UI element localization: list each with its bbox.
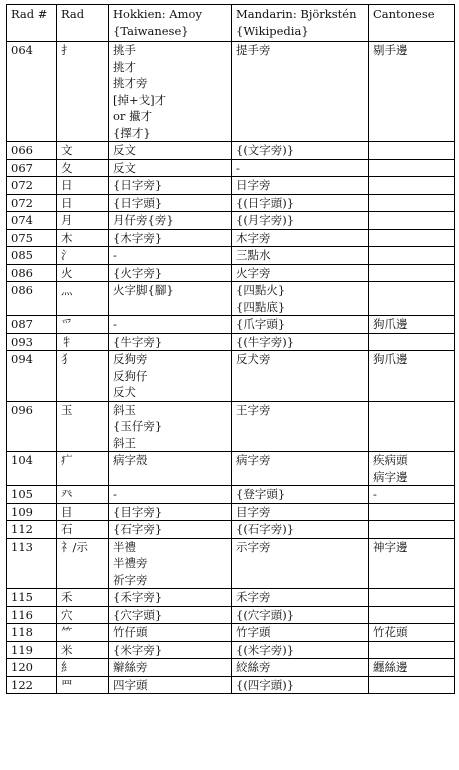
header-mandarin: Mandarin: Björkstén {Wikipedia} — [232, 5, 369, 42]
cell-mandarin-line: 提手旁 — [236, 43, 271, 57]
cell-cantonese-line: 神字邊 — [373, 539, 408, 554]
cell-mandarin — [232, 351, 369, 402]
cell-hokkien-line: - — [113, 487, 117, 501]
cell-cantonese-line: - — [373, 487, 377, 501]
cell-rad-num: 118 — [7, 624, 57, 642]
cell-rad-num: 072 — [7, 194, 57, 212]
cell-mandarin-line: 示字旁 — [236, 539, 271, 554]
cell-radical: 氵 — [57, 247, 109, 265]
cell-hokkien — [109, 282, 232, 316]
cell-hokkien-line: {玉仔旁} — [113, 419, 163, 433]
cell-hokkien-line: 半禮旁 — [113, 556, 148, 570]
cell-mandarin-line: {(石字旁)} — [236, 522, 295, 536]
cell-cantonese — [369, 264, 455, 282]
cell-cantonese — [369, 452, 455, 486]
cell-hokkien-line: [掉+戈]才 — [113, 92, 167, 107]
cell-cantonese-line: 病字邊 — [373, 469, 408, 484]
cell-hokkien-line: 祈字旁 — [113, 572, 148, 587]
cell-radical: 禾 — [57, 589, 109, 607]
cell-radical: 夂 — [57, 159, 109, 177]
cell-radical: 目 — [57, 503, 109, 521]
cell-hokkien-line: 挑才 — [113, 59, 136, 74]
cell-mandarin — [232, 452, 369, 486]
cell-radical: 木 — [57, 229, 109, 247]
table-row — [7, 247, 455, 265]
cell-cantonese — [369, 624, 455, 642]
table-row — [7, 401, 455, 452]
cell-hokkien — [109, 659, 232, 677]
cell-hokkien-line: {木字旁} — [113, 230, 163, 245]
cell-rad-num: 093 — [7, 333, 57, 351]
cell-radical: 玉 — [57, 401, 109, 452]
cell-hokkien — [109, 247, 232, 265]
table-row — [7, 538, 455, 589]
cell-radical: ⺮ — [57, 624, 109, 642]
cell-radical: 日 — [57, 194, 109, 212]
cell-mandarin-line: 木字旁 — [236, 230, 271, 245]
cell-hokkien — [109, 212, 232, 230]
cell-mandarin-line: 反犬旁 — [236, 352, 271, 366]
cell-hokkien — [109, 142, 232, 160]
cell-hokkien-line: 反文 — [113, 143, 136, 157]
cell-radical: 犭 — [57, 351, 109, 402]
cell-hokkien — [109, 333, 232, 351]
cell-hokkien — [109, 159, 232, 177]
cell-mandarin — [232, 194, 369, 212]
cell-rad-num: 072 — [7, 177, 57, 195]
table-row — [7, 282, 455, 316]
table-row — [7, 521, 455, 539]
cell-radical: 火 — [57, 264, 109, 282]
cell-hokkien — [109, 624, 232, 642]
table-row — [7, 503, 455, 521]
cell-rad-num: 109 — [7, 503, 57, 521]
table-row — [7, 659, 455, 677]
cell-mandarin-line: {(四字頭)} — [236, 677, 295, 692]
cell-hokkien — [109, 503, 232, 521]
cell-rad-num: 119 — [7, 641, 57, 659]
cell-hokkien — [109, 521, 232, 539]
cell-mandarin-line: 絞絲旁 — [236, 660, 271, 674]
cell-hokkien-line: 半禮 — [113, 539, 136, 554]
cell-mandarin-line: 火字旁 — [236, 265, 271, 280]
cell-hokkien — [109, 194, 232, 212]
table-row — [7, 229, 455, 247]
cell-mandarin — [232, 142, 369, 160]
cell-hokkien-line: {石字旁} — [113, 522, 163, 536]
table-row — [7, 333, 455, 351]
cell-mandarin — [232, 282, 369, 316]
cell-hokkien — [109, 641, 232, 659]
table-row — [7, 316, 455, 334]
cell-cantonese — [369, 521, 455, 539]
cell-mandarin — [232, 606, 369, 624]
table-row — [7, 264, 455, 282]
cell-rad-num: 104 — [7, 452, 57, 486]
cell-mandarin-line: {爪字頭} — [236, 317, 286, 331]
cell-hokkien-line: {目字旁} — [113, 504, 163, 519]
cell-hokkien-line: 斜王 — [113, 435, 136, 450]
cell-cantonese — [369, 538, 455, 589]
table-row — [7, 351, 455, 402]
cell-mandarin-line: - — [236, 160, 240, 175]
cell-cantonese — [369, 676, 455, 694]
cell-hokkien-line: 反狗旁 — [113, 352, 148, 366]
cell-hokkien-line: 斜玉 — [113, 402, 136, 417]
cell-cantonese — [369, 659, 455, 677]
cell-hokkien-line: {火字旁} — [113, 265, 163, 280]
cell-mandarin-line: 目字旁 — [236, 504, 271, 519]
cell-mandarin — [232, 676, 369, 694]
table-row — [7, 452, 455, 486]
cell-hokkien — [109, 538, 232, 589]
cell-hokkien — [109, 606, 232, 624]
table-row — [7, 177, 455, 195]
cell-cantonese — [369, 142, 455, 160]
cell-mandarin — [232, 521, 369, 539]
cell-radical: 灬 — [57, 282, 109, 316]
cell-hokkien-line: {擇才} — [113, 125, 151, 140]
cell-mandarin-line: {四點底} — [236, 299, 286, 314]
cell-cantonese-line: 剔手邊 — [373, 43, 408, 57]
cell-mandarin-line: {(月字旁)} — [236, 213, 295, 227]
cell-rad-num: 096 — [7, 401, 57, 452]
cell-mandarin-line: {(文字旁)} — [236, 143, 295, 157]
cell-cantonese — [369, 486, 455, 504]
cell-cantonese-line: 疾病頭 — [373, 453, 408, 467]
table-row — [7, 194, 455, 212]
cell-hokkien — [109, 42, 232, 142]
cell-hokkien-line: {穴字頭} — [113, 607, 163, 622]
cell-hokkien — [109, 229, 232, 247]
cell-mandarin — [232, 641, 369, 659]
cell-hokkien — [109, 264, 232, 282]
cell-hokkien — [109, 452, 232, 486]
cell-hokkien — [109, 351, 232, 402]
cell-cantonese — [369, 229, 455, 247]
table-row — [7, 589, 455, 607]
table-row — [7, 486, 455, 504]
cell-radical: 爫 — [57, 316, 109, 334]
cell-radical: 文 — [57, 142, 109, 160]
cell-mandarin — [232, 401, 369, 452]
cell-rad-num: 075 — [7, 229, 57, 247]
cell-radical: 礻/示 — [57, 538, 109, 589]
cell-rad-num: 122 — [7, 676, 57, 694]
cell-mandarin-line: 禾字旁 — [236, 590, 271, 604]
cell-radical: 癶 — [57, 486, 109, 504]
cell-hokkien-line: 反犬 — [113, 385, 136, 399]
table-row — [7, 676, 455, 694]
radical-names-table — [6, 4, 455, 694]
cell-hokkien-line: 月仔旁{旁} — [113, 213, 174, 227]
radical-table-container — [6, 4, 454, 694]
cell-rad-num: 086 — [7, 264, 57, 282]
cell-cantonese — [369, 351, 455, 402]
cell-radical: 穴 — [57, 606, 109, 624]
header-rad: Rad — [57, 5, 109, 42]
cell-hokkien — [109, 676, 232, 694]
cell-cantonese-line: 狗爪邊 — [373, 317, 408, 331]
cell-rad-num: 087 — [7, 316, 57, 334]
cell-mandarin — [232, 624, 369, 642]
cell-hokkien-line: {禾字旁} — [113, 590, 163, 604]
table-row — [7, 624, 455, 642]
cell-mandarin — [232, 538, 369, 589]
cell-mandarin — [232, 316, 369, 334]
cell-rad-num: 116 — [7, 606, 57, 624]
cell-cantonese — [369, 641, 455, 659]
cell-rad-num: 105 — [7, 486, 57, 504]
cell-hokkien-line: - — [113, 248, 117, 262]
header-hokkien: Hokkien: Amoy {Taiwanese} — [109, 5, 232, 42]
cell-rad-num: 086 — [7, 282, 57, 316]
cell-rad-num: 066 — [7, 142, 57, 160]
cell-cantonese — [369, 42, 455, 142]
cell-mandarin-line: {四點火} — [236, 283, 286, 297]
header-row — [7, 5, 455, 42]
cell-cantonese — [369, 247, 455, 265]
cell-cantonese — [369, 159, 455, 177]
cell-rad-num: 094 — [7, 351, 57, 402]
cell-mandarin — [232, 659, 369, 677]
cell-cantonese-line: 竹花頭 — [373, 625, 408, 639]
cell-hokkien — [109, 316, 232, 334]
cell-hokkien-line: 竹仔頭 — [113, 625, 148, 639]
table-row — [7, 606, 455, 624]
cell-radical: 糹 — [57, 659, 109, 677]
cell-hokkien — [109, 401, 232, 452]
cell-rad-num: 085 — [7, 247, 57, 265]
cell-radical: 石 — [57, 521, 109, 539]
cell-mandarin — [232, 42, 369, 142]
cell-radical: 罒 — [57, 676, 109, 694]
table-row — [7, 42, 455, 142]
cell-rad-num: 064 — [7, 42, 57, 142]
cell-mandarin-line: 竹字頭 — [236, 625, 271, 639]
cell-hokkien-line: 挑才旁 — [113, 76, 148, 90]
cell-mandarin-line: {(牛字旁)} — [236, 334, 295, 349]
cell-mandarin — [232, 229, 369, 247]
cell-hokkien-line: 反文 — [113, 160, 136, 175]
cell-hokkien-line: 挑手 — [113, 43, 136, 57]
cell-cantonese — [369, 589, 455, 607]
cell-mandarin-line: {(日字頭)} — [236, 195, 295, 210]
table-row — [7, 212, 455, 230]
cell-hokkien-line: {牛字旁} — [113, 334, 163, 349]
cell-rad-num: 120 — [7, 659, 57, 677]
cell-rad-num: 067 — [7, 159, 57, 177]
cell-mandarin — [232, 589, 369, 607]
cell-hokkien-line: {米字旁} — [113, 642, 163, 657]
cell-rad-num: 113 — [7, 538, 57, 589]
cell-hokkien-line: 辮絲旁 — [113, 660, 148, 674]
cell-hokkien-line: 火字脚{腳} — [113, 283, 174, 297]
cell-cantonese — [369, 282, 455, 316]
cell-radical: 疒 — [57, 452, 109, 486]
cell-mandarin — [232, 159, 369, 177]
cell-cantonese — [369, 333, 455, 351]
cell-mandarin-line: {(米字旁)} — [236, 642, 295, 657]
cell-radical: 牜 — [57, 333, 109, 351]
cell-mandarin — [232, 333, 369, 351]
cell-hokkien — [109, 177, 232, 195]
cell-hokkien — [109, 589, 232, 607]
cell-cantonese-line: 纒絲邊 — [373, 660, 408, 674]
cell-hokkien-line: 反狗仔 — [113, 368, 148, 383]
cell-hokkien — [109, 486, 232, 504]
cell-cantonese-line: 狗爪邊 — [373, 352, 408, 366]
cell-cantonese — [369, 212, 455, 230]
cell-cantonese — [369, 194, 455, 212]
cell-rad-num: 115 — [7, 589, 57, 607]
cell-rad-num: 112 — [7, 521, 57, 539]
table-row — [7, 641, 455, 659]
cell-mandarin-line: 三點水 — [236, 248, 271, 262]
table-row — [7, 159, 455, 177]
cell-radical: 月 — [57, 212, 109, 230]
cell-rad-num: 074 — [7, 212, 57, 230]
cell-mandarin-line: 病字旁 — [236, 453, 271, 467]
cell-mandarin-line: {登字頭} — [236, 487, 286, 501]
cell-mandarin-line: 王字旁 — [236, 402, 271, 417]
cell-mandarin-line: 日字旁 — [236, 178, 271, 192]
cell-cantonese — [369, 316, 455, 334]
cell-radical: 日 — [57, 177, 109, 195]
cell-mandarin — [232, 503, 369, 521]
cell-hokkien-line: {日字旁} — [113, 178, 163, 192]
cell-mandarin-line: {(穴字頭)} — [236, 607, 295, 622]
cell-cantonese — [369, 177, 455, 195]
cell-hokkien-line: or 擮才 — [113, 109, 153, 123]
cell-radical: 米 — [57, 641, 109, 659]
cell-cantonese — [369, 401, 455, 452]
cell-radical: 扌 — [57, 42, 109, 142]
cell-hokkien-line: 病字殼 — [113, 453, 148, 467]
cell-cantonese — [369, 606, 455, 624]
cell-mandarin — [232, 177, 369, 195]
cell-mandarin — [232, 264, 369, 282]
header-cantonese: Cantonese — [369, 5, 455, 42]
cell-mandarin — [232, 212, 369, 230]
cell-cantonese — [369, 503, 455, 521]
cell-mandarin — [232, 486, 369, 504]
cell-hokkien-line: - — [113, 317, 117, 331]
cell-hokkien-line: {日字頭} — [113, 195, 163, 210]
table-row — [7, 142, 455, 160]
cell-hokkien-line: 四字頭 — [113, 677, 148, 692]
table-body — [7, 42, 455, 694]
header-rad-num: Rad # — [7, 5, 57, 42]
cell-mandarin — [232, 247, 369, 265]
